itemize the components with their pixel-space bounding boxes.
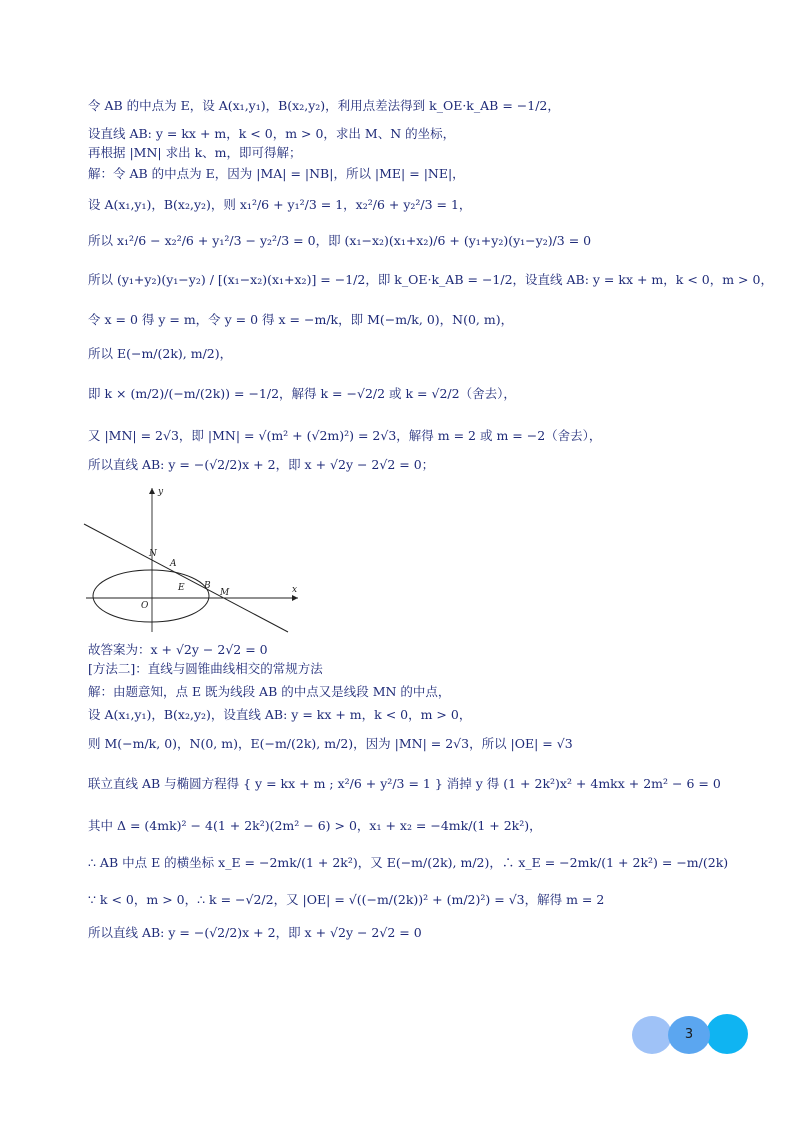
text-line: 令 x = 0 得 y = m，令 y = 0 得 x = −m/k，即 M(−m/k, 0)，N(0, m)， — [88, 312, 514, 327]
text-line: 设 A(x₁,y₁)，B(x₂,y₂)，则 x₁²/6 + y₁²/3 = 1，x₂²/6 + y₂²/3 = 1， — [88, 197, 472, 212]
text-line: 再根据 |MN| 求出 k、m，即可得解； — [88, 145, 302, 160]
text-line: 设直线 AB: y = kx + m，k < 0，m > 0，求出 M、N 的坐标， — [88, 126, 456, 141]
label-m: M — [220, 588, 230, 598]
text-line: 令 AB 的中点为 E，设 A(x₁,y₁)，B(x₂,y₂)，利用点差法得到 k_OE·k_AB = −1/2， — [88, 98, 560, 113]
text-line: 所以直线 AB: y = −(√2/2)x + 2，即 x + √2y − 2√2 = 0 — [88, 925, 422, 940]
text-line: 解：令 AB 的中点为 E，因为 |MA| = |NB|，所以 |ME| = |NE|， — [88, 166, 465, 181]
text-line: 解：由题意知，点 E 既为线段 AB 的中点又是线段 MN 的中点， — [88, 684, 451, 699]
label-x: x — [292, 585, 298, 595]
text-line: 设 A(x₁,y₁)，B(x₂,y₂)，设直线 AB: y = kx + m，k < 0，m > 0， — [88, 707, 472, 722]
text-line: 所以 (y₁+y₂)(y₁−y₂) / [(x₁−x₂)(x₁+x₂)] = −1/2，即 k_OE·k_AB = −1/2，设直线 AB: y = kx + m，k < 0，m > 0， — [88, 272, 773, 287]
label-e: E — [178, 583, 185, 593]
text-line: 即 k × (m/2)/(−m/(2k)) = −1/2，解得 k = −√2/2 或 k = √2/2（舍去）， — [88, 386, 516, 401]
ellipse-curve — [93, 570, 209, 622]
label-o: O — [141, 601, 149, 611]
text-line: ∵ k < 0，m > 0，∴ k = −√2/2，又 |OE| = √((−m/(2k))² + (m/2)²) = √3，解得 m = 2 — [88, 892, 605, 907]
ellipse-line-figure — [80, 484, 310, 636]
text-line: [方法二]：直线与圆锥曲线相交的常规方法 — [88, 661, 323, 676]
text-line: 又 |MN| = 2√3，即 |MN| = √(m² + (√2m)²) = 2√3，解得 m = 2 或 m = −2（舍去）， — [88, 428, 602, 443]
x-axis-arrow-icon — [292, 595, 298, 601]
label-b: B — [204, 581, 211, 591]
label-a: A — [170, 559, 177, 569]
y-axis-arrow-icon — [149, 488, 155, 494]
page-number: 3 — [684, 1027, 694, 1042]
geometry-diagram — [80, 484, 310, 636]
label-n: N — [149, 549, 157, 559]
text-line: 故答案为：x + √2y − 2√2 = 0 — [88, 642, 268, 657]
label-y: y — [158, 487, 164, 497]
text-line: 其中 Δ = (4mk)² − 4(1 + 2k²)(2m² − 6) > 0，x₁ + x₂ = −4mk/(1 + 2k²)， — [88, 818, 542, 833]
badge-circle-left — [632, 1016, 672, 1054]
badge-circle-right — [706, 1014, 748, 1054]
page-number-badge — [632, 1014, 748, 1054]
text-line: 联立直线 AB 与椭圆方程得 { y = kx + m ; x²/6 + y²/3 = 1 } 消掉 y 得 (1 + 2k²)x² + 4mkx + 2m² − 6 = 0 — [88, 776, 721, 791]
text-line: ∴ AB 中点 E 的横坐标 x_E = −2mk/(1 + 2k²)，又 E(−m/(2k), m/2)，∴ x_E = −2mk/(1 + 2k²) = −m/(2k) — [88, 855, 729, 870]
text-line: 所以直线 AB: y = −(√2/2)x + 2，即 x + √2y − 2√2 = 0； — [88, 457, 435, 472]
text-line: 所以 x₁²/6 − x₂²/6 + y₁²/3 − y₂²/3 = 0，即 (x₁−x₂)(x₁+x₂)/6 + (y₁+y₂)(y₁−y₂)/3 = 0 — [88, 233, 592, 248]
text-line: 则 M(−m/k, 0)，N(0, m)，E(−m/(2k), m/2)，因为 |MN| = 2√3，所以 |OE| = √3 — [88, 736, 573, 751]
text-line: 所以 E(−m/(2k), m/2)， — [88, 346, 233, 361]
